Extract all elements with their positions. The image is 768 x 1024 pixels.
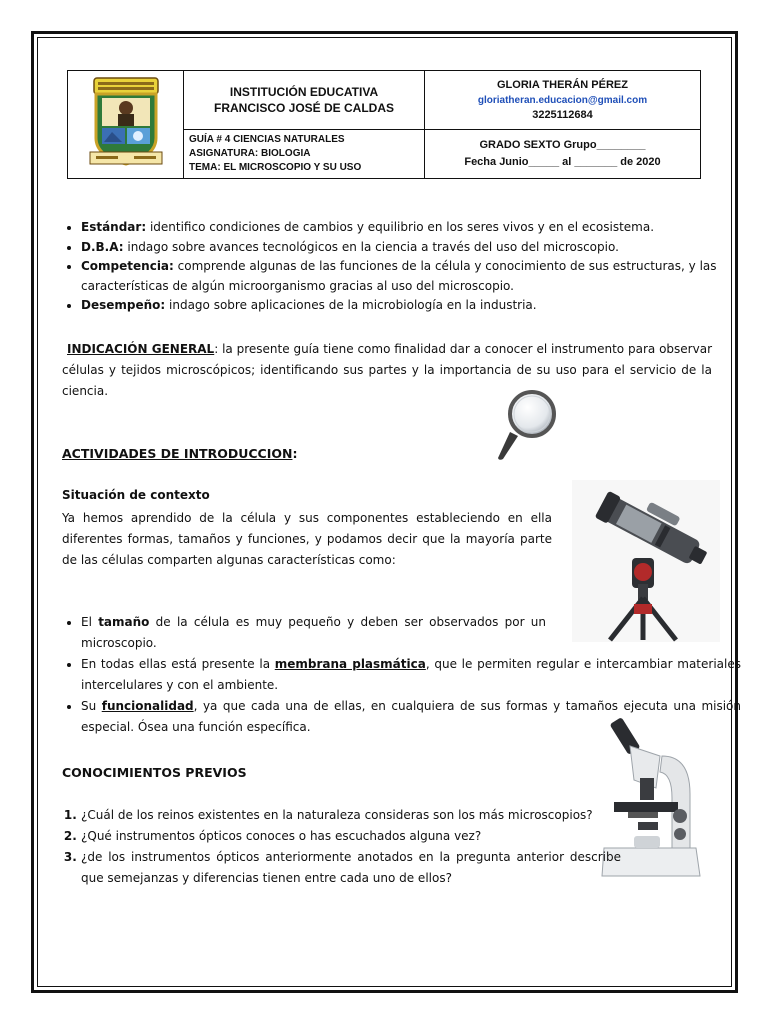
context-paragraph: Ya hemos aprendido de la célula y sus componentes estableciendo en ella diferentes formas, tamaños y funciones, y podamos decir que la mayoría parte de las células comparten algunas características como:	[62, 511, 552, 567]
list-item	[81, 218, 741, 238]
school-crest-icon	[88, 76, 164, 168]
keyword-functionality: funcionalidad	[101, 699, 194, 713]
item-text: En todas ellas está presente la	[81, 657, 275, 671]
question-text: ¿de los instrumentos ópticos anteriormente anotados en la pregunta anterior describe que semejanzas y diferencias tienen entre cada uno de ellos?	[81, 850, 621, 885]
standards-list	[55, 218, 741, 316]
context-heading: Situación de contexto	[62, 488, 210, 502]
institution-name: INSTITUCIÓN EDUCATIVA FRANCISCO JOSÉ DE CALDAS	[213, 85, 395, 115]
teacher-email: gloriatheran.educacion@gmail.com	[477, 94, 648, 106]
activities-colon: :	[292, 446, 298, 461]
keyword-size: tamaño	[98, 615, 150, 629]
item-text: El	[81, 615, 99, 629]
keyword-membrane: membrana plasmática	[274, 657, 426, 671]
performance-label: Desempeño:	[81, 298, 166, 312]
item-text: de la célula es muy pequeño y deben ser observados por un microscopio.	[81, 615, 546, 650]
prior-knowledge-list	[55, 805, 621, 889]
grade-cell	[425, 130, 701, 179]
performance-text: indago sobre aplicaciones de la microbiología en la industria.	[165, 298, 537, 312]
contact-cell	[425, 71, 701, 130]
item-text: , ya que cada una de ellas, en cualquiera de sus formas y tamaños ejecuta una misión especial. Ósea una función específica.	[81, 699, 741, 734]
list-item	[81, 257, 741, 296]
prior-knowledge-heading: CONOCIMIENTOS PREVIOS	[62, 765, 247, 780]
topic: TEMA: EL MICROSCOPIO Y SU USO	[189, 162, 362, 173]
competence-text: comprende algunas de las funciones de la célula y conocimiento de sus estructuras, y las características de algún microorganismo gracias al uso del microscopio.	[81, 259, 717, 293]
header-table	[67, 70, 701, 179]
activities-title: ACTIVIDADES DE INTRODUCCION	[62, 446, 293, 461]
list-item	[81, 238, 741, 258]
question-text: ¿Cuál de los reinos existentes en la naturaleza consideras son los más microscopios?	[81, 808, 593, 822]
standard-label: Estándar:	[81, 220, 147, 234]
teacher-phone: 3225112684	[532, 108, 593, 121]
list-item	[81, 296, 741, 316]
teacher-name: GLORIA THERÁN PÉREZ	[497, 78, 628, 91]
institution-cell	[184, 71, 425, 130]
list-item	[81, 847, 621, 889]
general-indication	[62, 339, 712, 402]
dba-label: D.B.A:	[81, 239, 124, 254]
general-indication-text: : la presente guía tiene como finalidad dar a conocer el instrumento para observar células y tejidos microscópicos; identificando sus partes y la importancia de su uso para el servicio de la ciencia.	[62, 342, 712, 398]
list-item	[81, 612, 546, 654]
grade-group: GRADO SEXTO Grupo________	[479, 139, 646, 151]
activities-heading	[62, 446, 297, 461]
guide-number: GUÍA # 4 CIENCIAS NATURALES	[189, 134, 345, 145]
logo-cell	[68, 71, 184, 179]
subject: ASIGNATURA: BIOLOGIA	[189, 148, 311, 159]
standard-text: identifico condiciones de cambios y equilibrio en los seres vivos y en el ecosistema.	[146, 220, 655, 234]
magnifying-glass-icon	[496, 388, 560, 462]
list-item	[81, 826, 621, 847]
competence-label: Competencia:	[81, 259, 174, 273]
dba-text: indago sobre avances tecnológicos en la ciencia a través del uso del microscopio.	[123, 239, 619, 254]
list-item	[81, 805, 621, 826]
item-text: Su	[81, 699, 102, 713]
question-text: ¿Qué instrumentos ópticos conoces o has escuchados alguna vez?	[81, 829, 482, 843]
date-line: Fecha Junio_____ al _______ de 2020	[464, 156, 661, 168]
general-indication-label: INDICACIÓN GENERAL	[67, 342, 215, 356]
list-item	[81, 654, 741, 696]
guide-info-cell	[184, 130, 425, 179]
item-text: , que le permiten regular e intercambiar materiales intercelulares y con el ambiente.	[81, 657, 741, 692]
